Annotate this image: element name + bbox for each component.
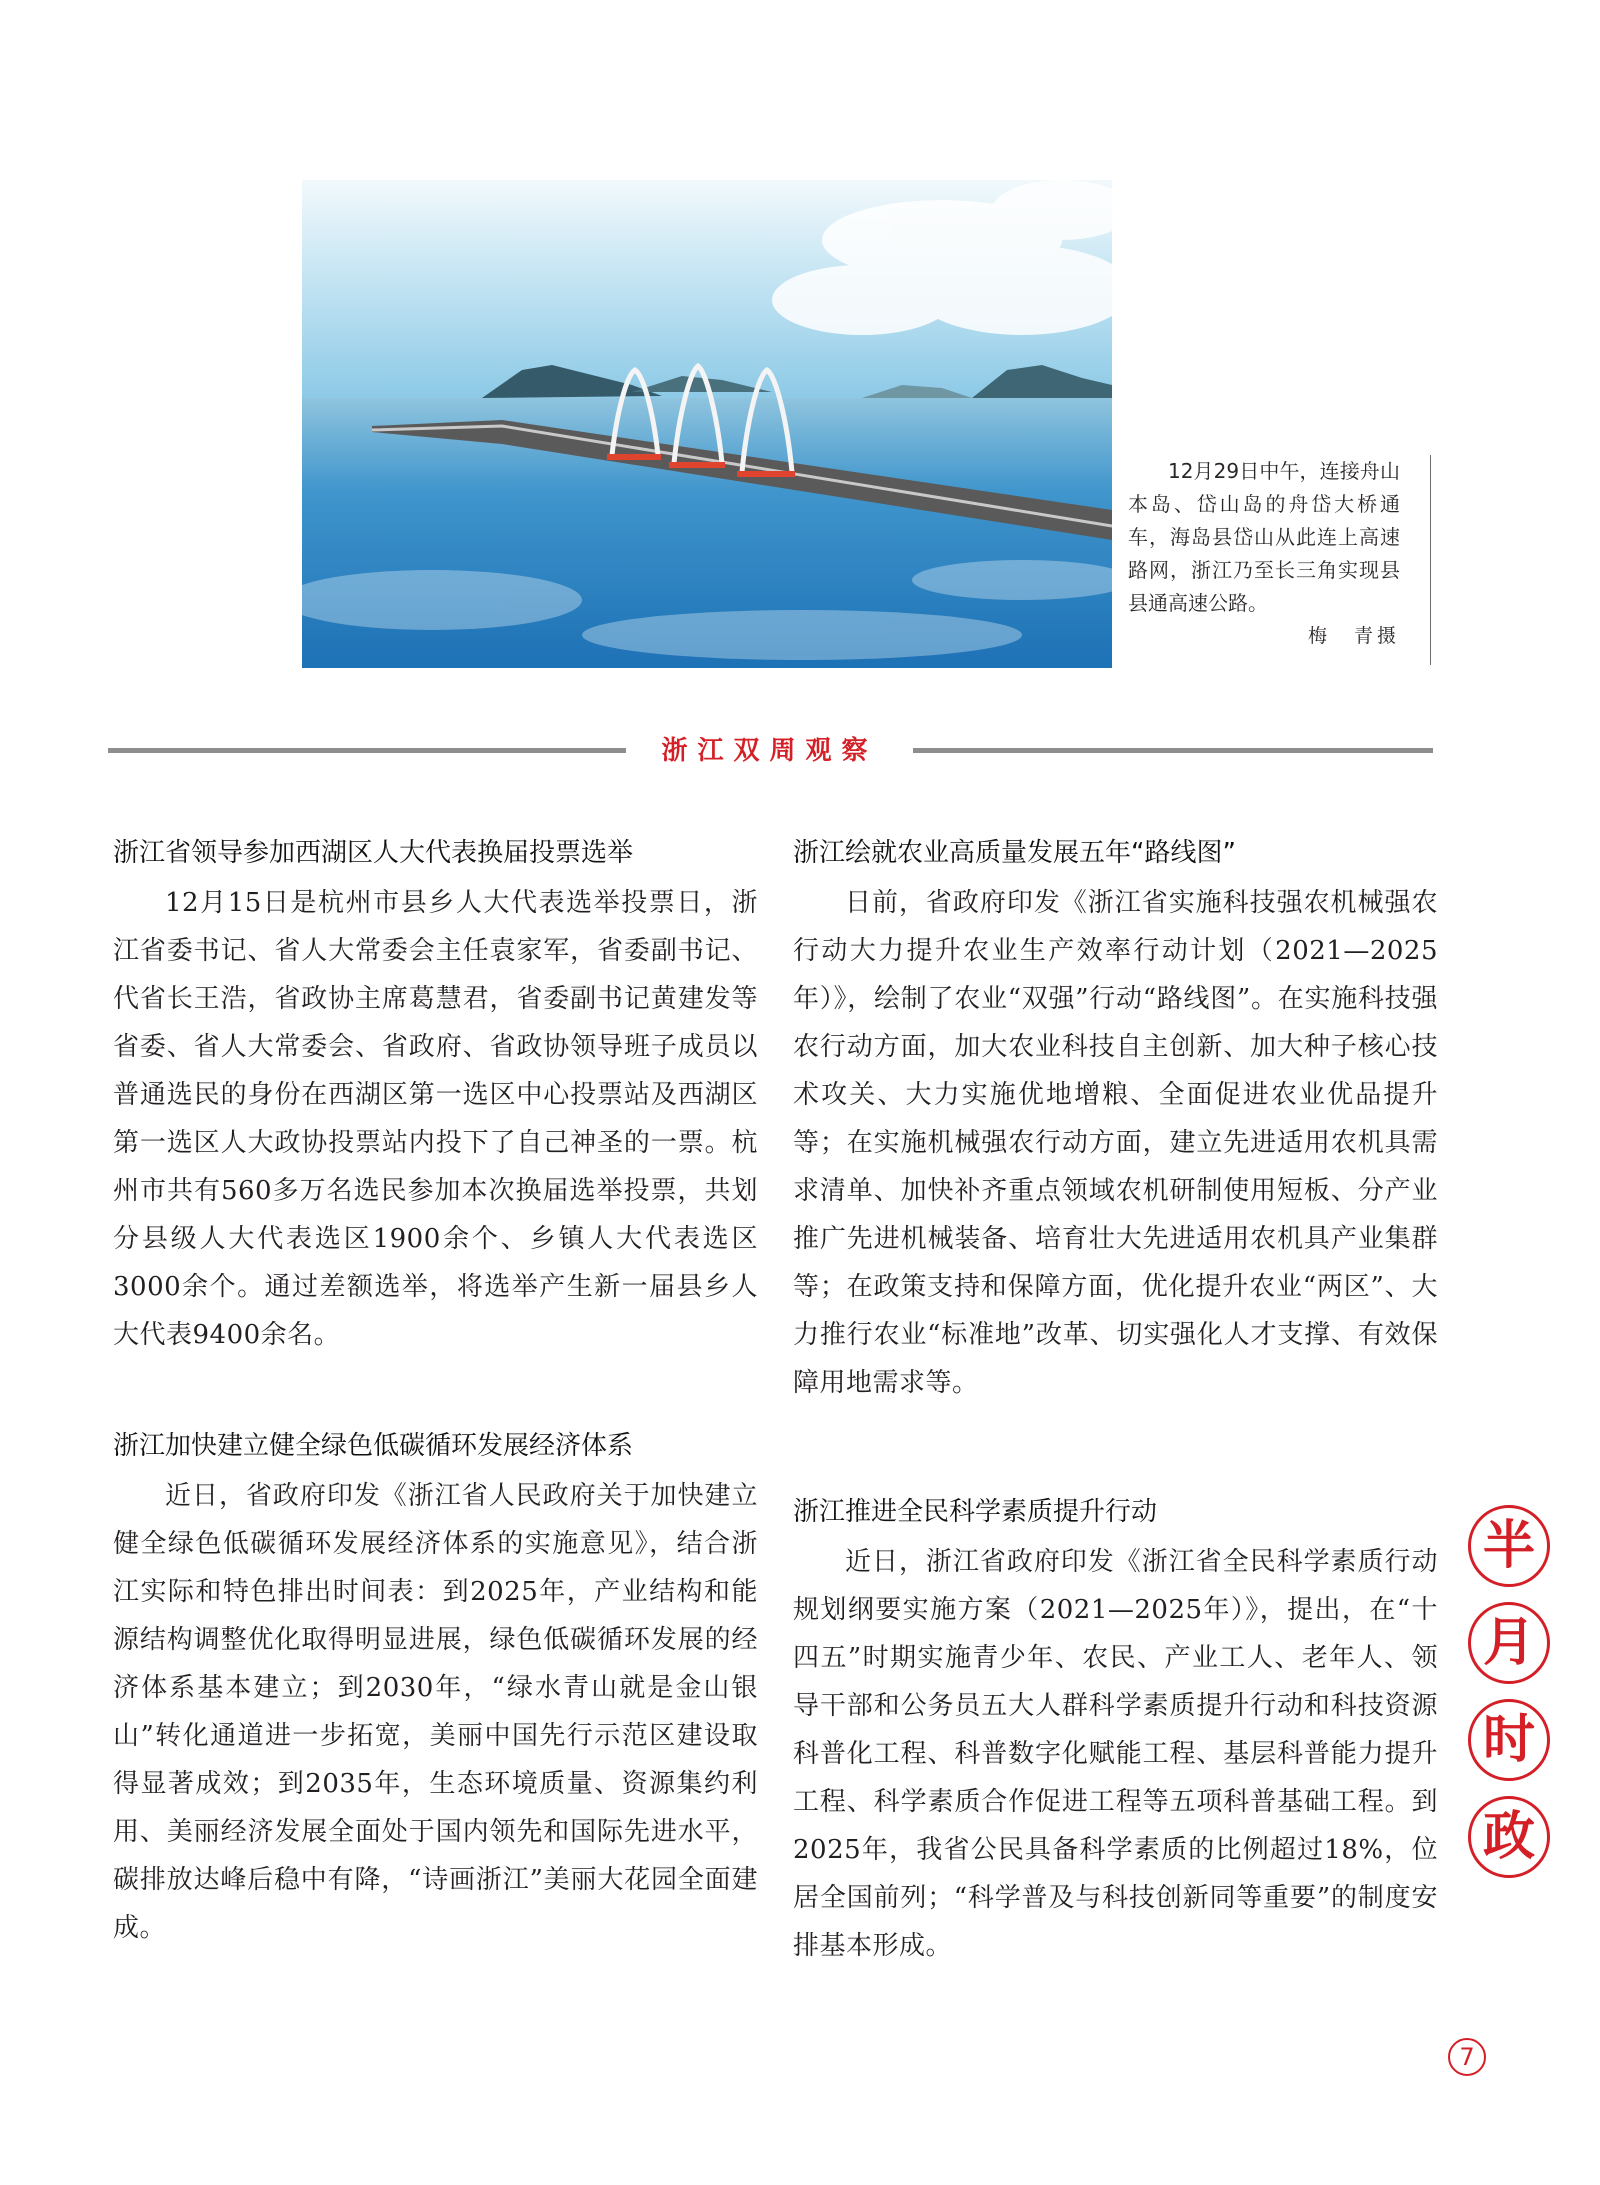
article-title: 浙江推进全民科学素质提升行动 [793,1497,1158,1527]
caption-text: 12月29日中午，连接舟山本岛、岱山岛的舟岱大桥通车，海岛县岱山从此连上高速路网，浙江乃至长三角实现县县通高速公路。 [1128,459,1400,615]
bridge-photo [302,180,1112,668]
page-number: 7 [1448,2038,1486,2076]
article-title: 浙江省领导参加西湖区人大代表换届投票选举 [113,838,634,868]
column-title [1468,1505,1558,1893]
photo-credit: 梅 青摄 [1307,625,1400,647]
article-body: 近日，省政府印发《浙江省人民政府关于加快建立健全绿色低碳循环发展经济体系的实施意见》，结合浙江实际和特色排出时间表：到2025年，产业结构和能源结构调整优化取得明显进展，绿色低碳循环发展的经济体系基本建立；到2030年，“绿水青山就是金山银山”转化通道进一步拓宽，美丽中国先行示范区建设取得显著成效；到2035年，生态环境质量、资源集约利用、美丽经济发展全面处于国内领先和国际先进水平，碳排放达峰后稳中有降，“诗画浙江”美丽大花园全面建成。 [113,1481,758,1943]
article-title: 浙江绘就农业高质量发展五年“路线图” [793,838,1236,868]
section-banner [108,733,1433,773]
photo-caption [1128,455,1400,653]
caption-divider [1430,455,1431,665]
article-agriculture [793,827,1438,1407]
column-title-char: 半 [1468,1505,1550,1587]
article-body: 12月15日是杭州市县乡人大代表选举投票日，浙江省委书记、省人大常委会主任袁家军，省委副书记、代省长王浩，省政协主席葛慧君，省委副书记黄建发等省委、省人大常委会、省政府、省政协领导班子成员以普通选民的身份在西湖区第一选区中心投票站及西湖区第一选区人大政协投票站内投下了自己神圣的一票。杭州市共有560多万名选民参加本次换届选举投票，共划分县级人大代表选区1900余个、乡镇人大代表选区3000余个。通过差额选举，将选举产生新一届县乡人大代表9400余名。 [113,888,758,1350]
article-election [113,827,758,1359]
article-body: 近日，浙江省政府印发《浙江省全民科学素质行动规划纲要实施方案（2021—2025年）》，提出，在“十四五”时期实施青少年、农民、产业工人、老年人、领导干部和公务员五大人群科学素质提升行动和科技资源科普化工程、科普数字化赋能工程、基层科普能力提升工程、科学素质合作促进工程等五项科普基础工程。到2025年，我省公民具备科学素质的比例超过18%，位居全国前列；“科学普及与科技创新同等重要”的制度安排基本形成。 [793,1547,1438,1961]
section-label: 浙江双周观察 [661,736,878,766]
article-science-literacy [793,1486,1438,1970]
banner-line-right [913,748,1433,753]
column-title-char: 政 [1468,1796,1550,1878]
article-green-economy [113,1420,758,1952]
banner-line-left [108,748,626,753]
article-title: 浙江加快建立健全绿色低碳循环发展经济体系 [113,1431,634,1461]
column-title-char: 月 [1468,1602,1550,1684]
column-title-char: 时 [1468,1699,1550,1781]
article-body: 日前，省政府印发《浙江省实施科技强农机械强农行动大力提升农业生产效率行动计划（2021—2025年）》，绘制了农业“双强”行动“路线图”。在实施科技强农行动方面，加大农业科技自主创新、加大种子核心技术攻关、大力实施优地增粮、全面促进农业优品提升等；在实施机械强农行动方面，建立先进适用农机具需求清单、加快补齐重点领域农机研制使用短板、分产业推广先进机械装备、培育壮大先进适用农机具产业集群等；在政策支持和保障方面，优化提升农业“两区”、大力推行农业“标准地”改革、切实强化人才支撑、有效保障用地需求等。 [793,888,1438,1398]
